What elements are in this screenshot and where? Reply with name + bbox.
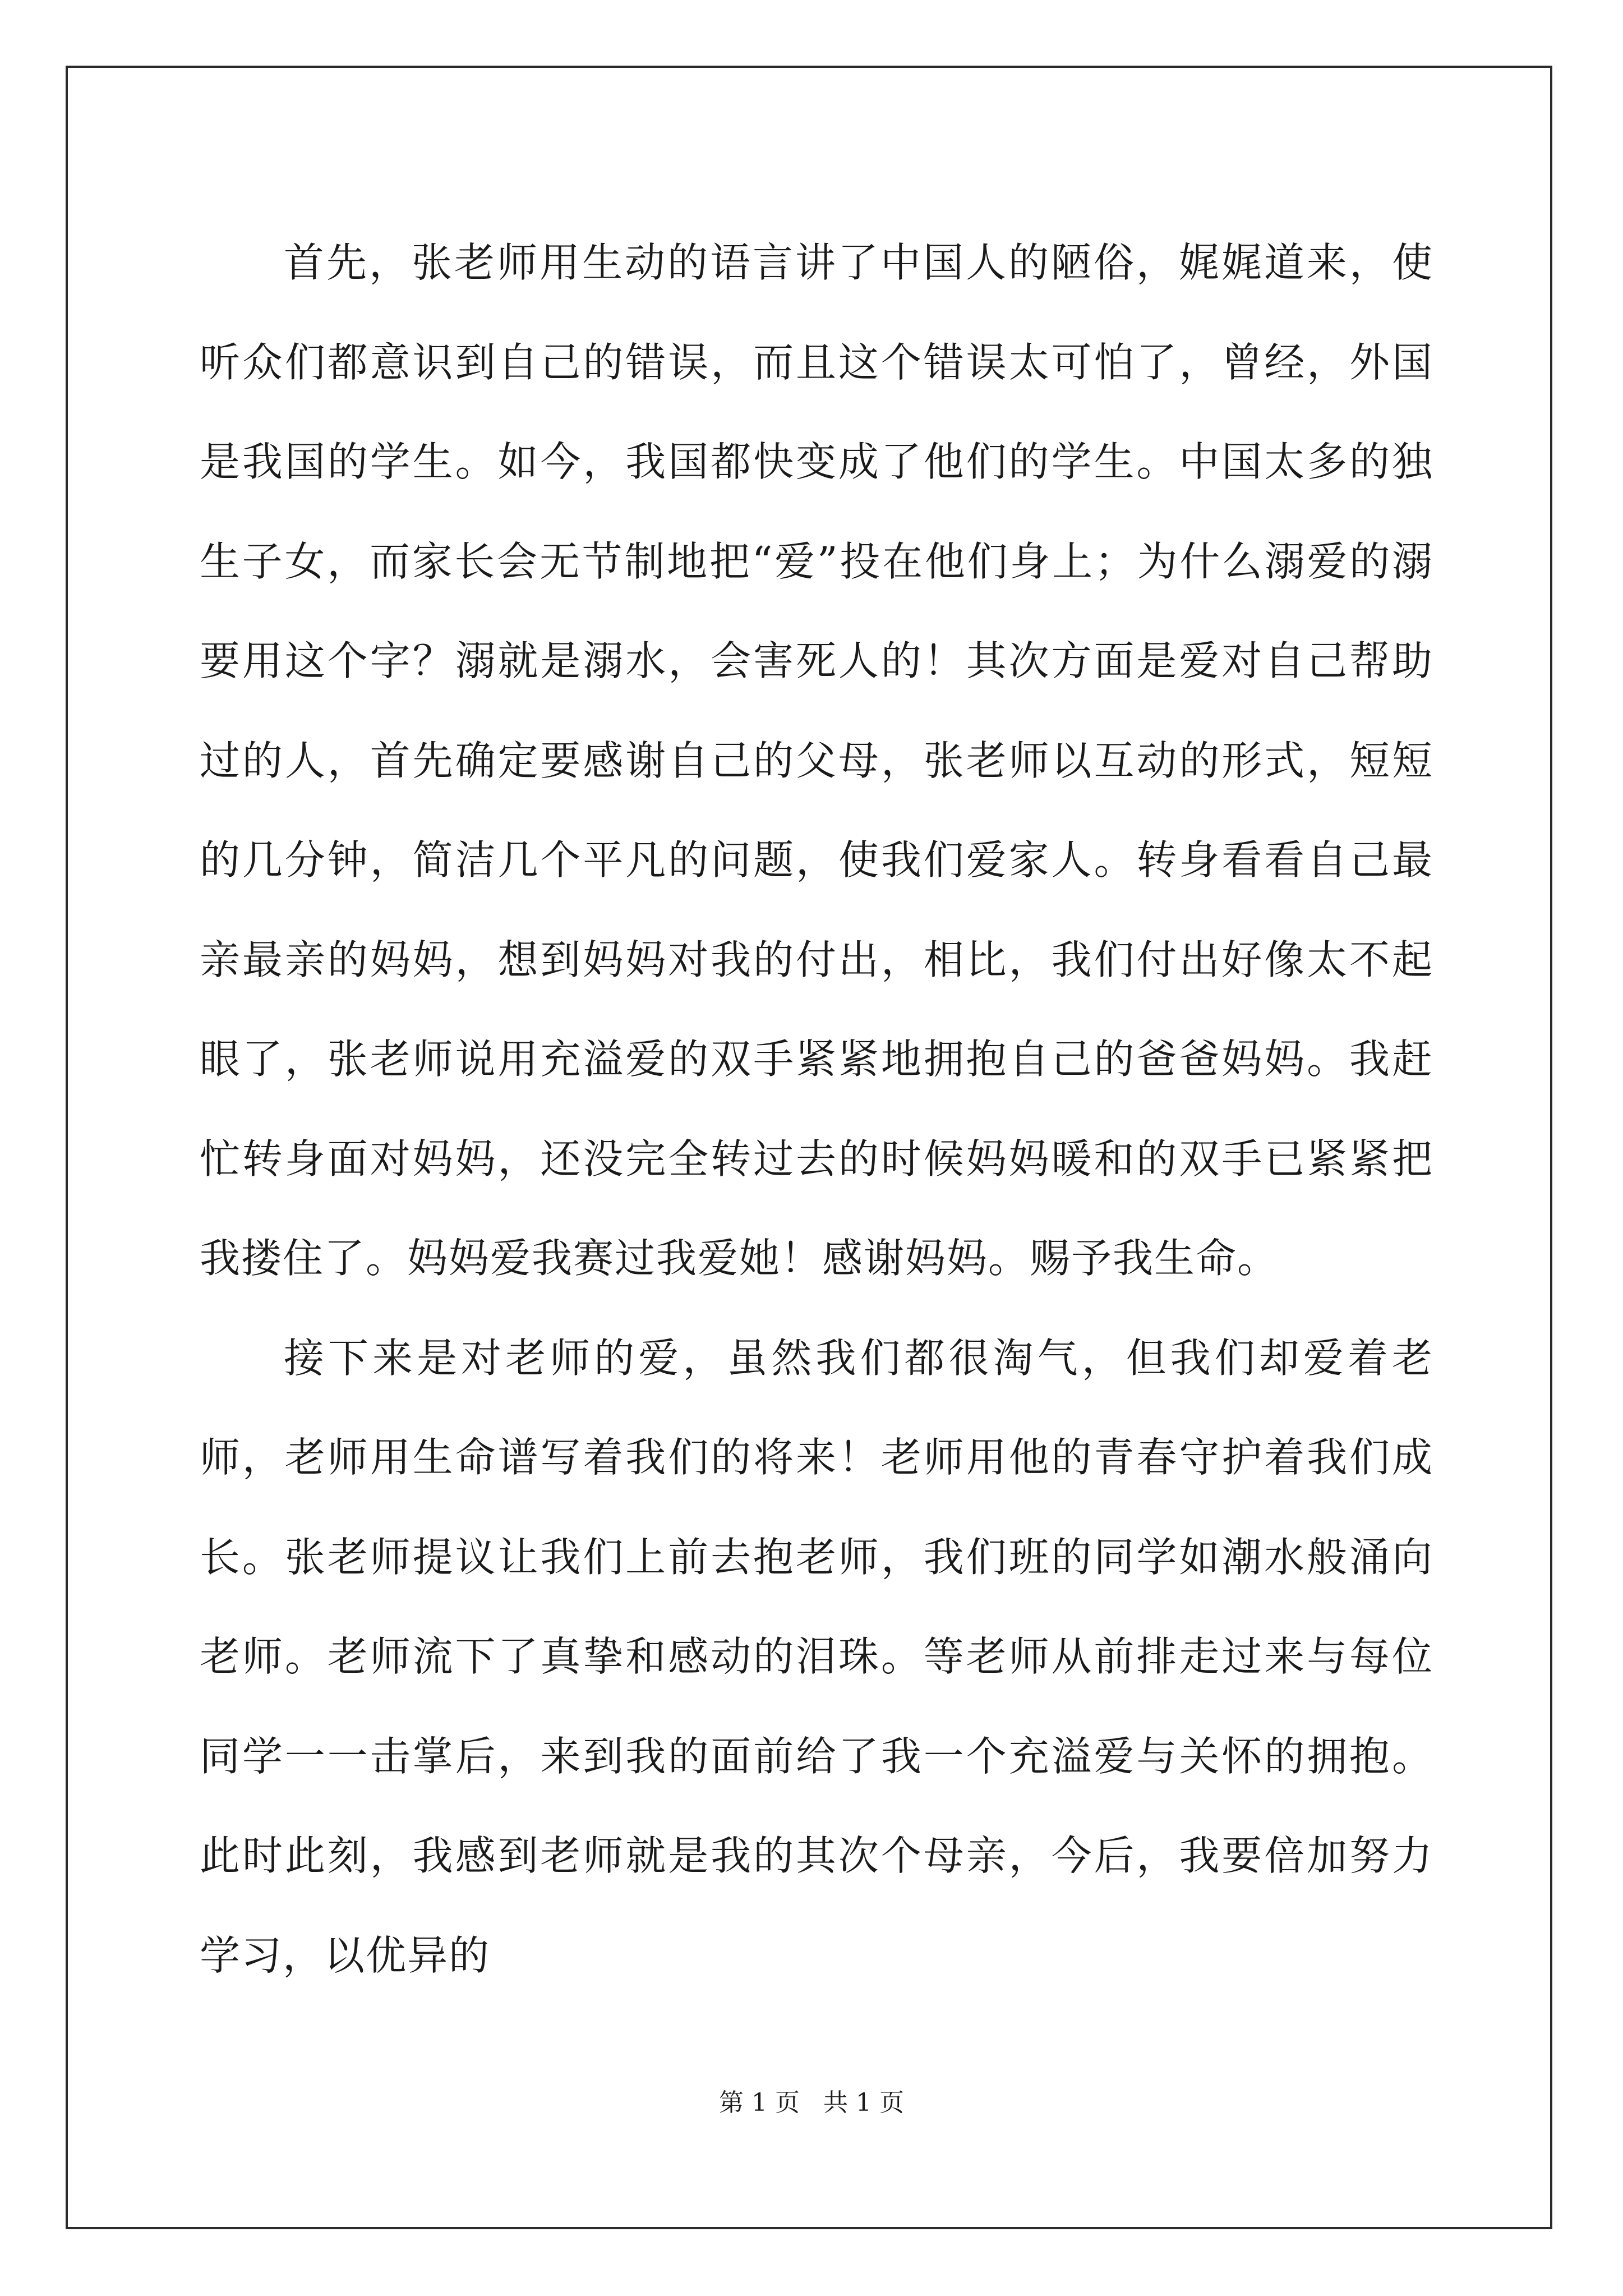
paragraph-2: 接下来是对老师的爱，虽然我们都很淘气，但我们却爱着老师，老师用生命谱写着我们的将来！老师用他的青春守护着我们成长。张老师提议让我们上前去抱老师，我们班的同学如潮水般涌向老师。老师流下了真挚和感动的泪珠。等老师从前排走过来与每位同学一一击掌后，来到我的面前给了我一个充溢爱与关怀的拥抱。此时此刻，我感到老师就是我的其次个母亲，今后，我要倍加努力学习，以优异的 [200,1334,1433,1979]
paragraph-1: 首先，张老师用生动的语言讲了中国人的陋俗，娓娓道来，使听众们都意识到自己的错误，而且这个错误太可怕了，曾经，外国是我国的学生。如今，我国都快变成了他们的学生。中国太多的独生子女，而家长会无节制地把“爱”投在他们身上；为什么溺爱的溺要用这个字？溺就是溺水，会害死人的！其次方面是爱对自己帮助过的人，首先确定要感谢自己的父母，张老师以互动的形式，短短的几分钟，简洁几个平凡的问题，使我们爱家人。转身看看自己最亲最亲的妈妈，想到妈妈对我的付出，相比，我们付出好像太不起眼了，张老师说用充溢爱的双手紧紧地拥抱自己的爸爸妈妈。我赶忙转身面对妈妈，还没完全转过去的时候妈妈暖和的双手已紧紧把我搂住了。妈妈爱我赛过我爱她！感谢妈妈。赐予我生命。 [200,239,1433,1282]
page-footer: 第 1 页 共 1 页 [719,2088,904,2117]
document-body [200,213,1433,2005]
